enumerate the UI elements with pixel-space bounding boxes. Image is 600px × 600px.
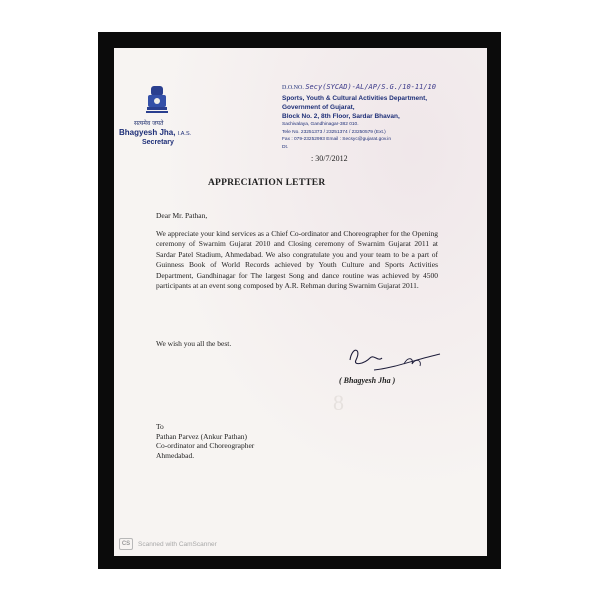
svg-text:8: 8: [333, 390, 344, 415]
letter-heading: APPRECIATION LETTER: [208, 178, 326, 188]
emblem-motto: सत्यमेव जयते: [134, 120, 164, 127]
recipient-name: Pathan Parvez (Ankur Pathan): [156, 431, 248, 441]
reference-number: [282, 83, 436, 91]
recipient-role: Co-ordinator and Choreographer: [156, 441, 255, 451]
letter-date: : 30/7/2012: [311, 154, 348, 163]
faded-stamp-mark: [329, 388, 359, 418]
recipient-to: To: [156, 422, 164, 431]
signatory-name: ( Bhagyesh Jha ): [339, 376, 396, 385]
salutation: Dear Mr. Pathan,: [156, 211, 208, 220]
secretary-name: [119, 128, 191, 137]
address-line-4: Sachivalaya, Gandhinagar-382 010.: [282, 122, 359, 127]
dono-value: Secy(SYCAD)-AL/AP/S.G./10-11/10: [305, 83, 436, 91]
address-line-2: Government of Gujarat,: [282, 104, 355, 111]
address-line-1: Sports, Youth & Cultural Activities Department,: [282, 95, 428, 102]
dono-label: D.O.NO.: [282, 85, 304, 91]
state-emblem-icon: [144, 84, 170, 116]
camscanner-text: Scanned with CamScanner: [138, 540, 217, 548]
address-line-5: Tele No. 23251373 / 23251374 / 23250579 (Ext.): [282, 129, 386, 135]
camscanner-watermark: [119, 538, 217, 550]
letter-page: [114, 48, 487, 556]
letter-body: We appreciate your kind services as a Chief Co-ordinator and Choreographer for the Opening ceremony of Swarnim Gujarat 2010 and Closing ceremony of Swarnim Gujarat 2011 at Sardar Patel Stadium, Ahmedabad. We also congratulate you and your team to be a part of Guinness Book of World Records achieved by Youth Culture and Sports Activities Department, Gandhinagar for The largest Song and dance routine was achieved by 4500 participants at an event song composed by A.R. Rehman during Swarnim Gujarat 2011.: [156, 229, 438, 291]
closing-line: We wish you all the best.: [156, 339, 232, 348]
address-line-3: Block No. 2, 8th Floor, Sardar Bhavan,: [282, 113, 400, 120]
department-address: [282, 94, 427, 151]
recipient-city: Ahmedabad.: [156, 450, 195, 460]
secretary-title: Secretary: [142, 139, 174, 146]
camscanner-icon: CS: [119, 538, 133, 550]
address-line-6: Fax : 079-23252993 Email : Secsyc@gujarat.gov.in: [282, 137, 392, 142]
secretary-suffix: I.A.S.: [177, 131, 192, 137]
address-line-7: Dt.: [282, 144, 289, 150]
secretary-name-text: Bhagyesh Jha,: [119, 128, 176, 137]
recipient-block: [156, 422, 254, 460]
